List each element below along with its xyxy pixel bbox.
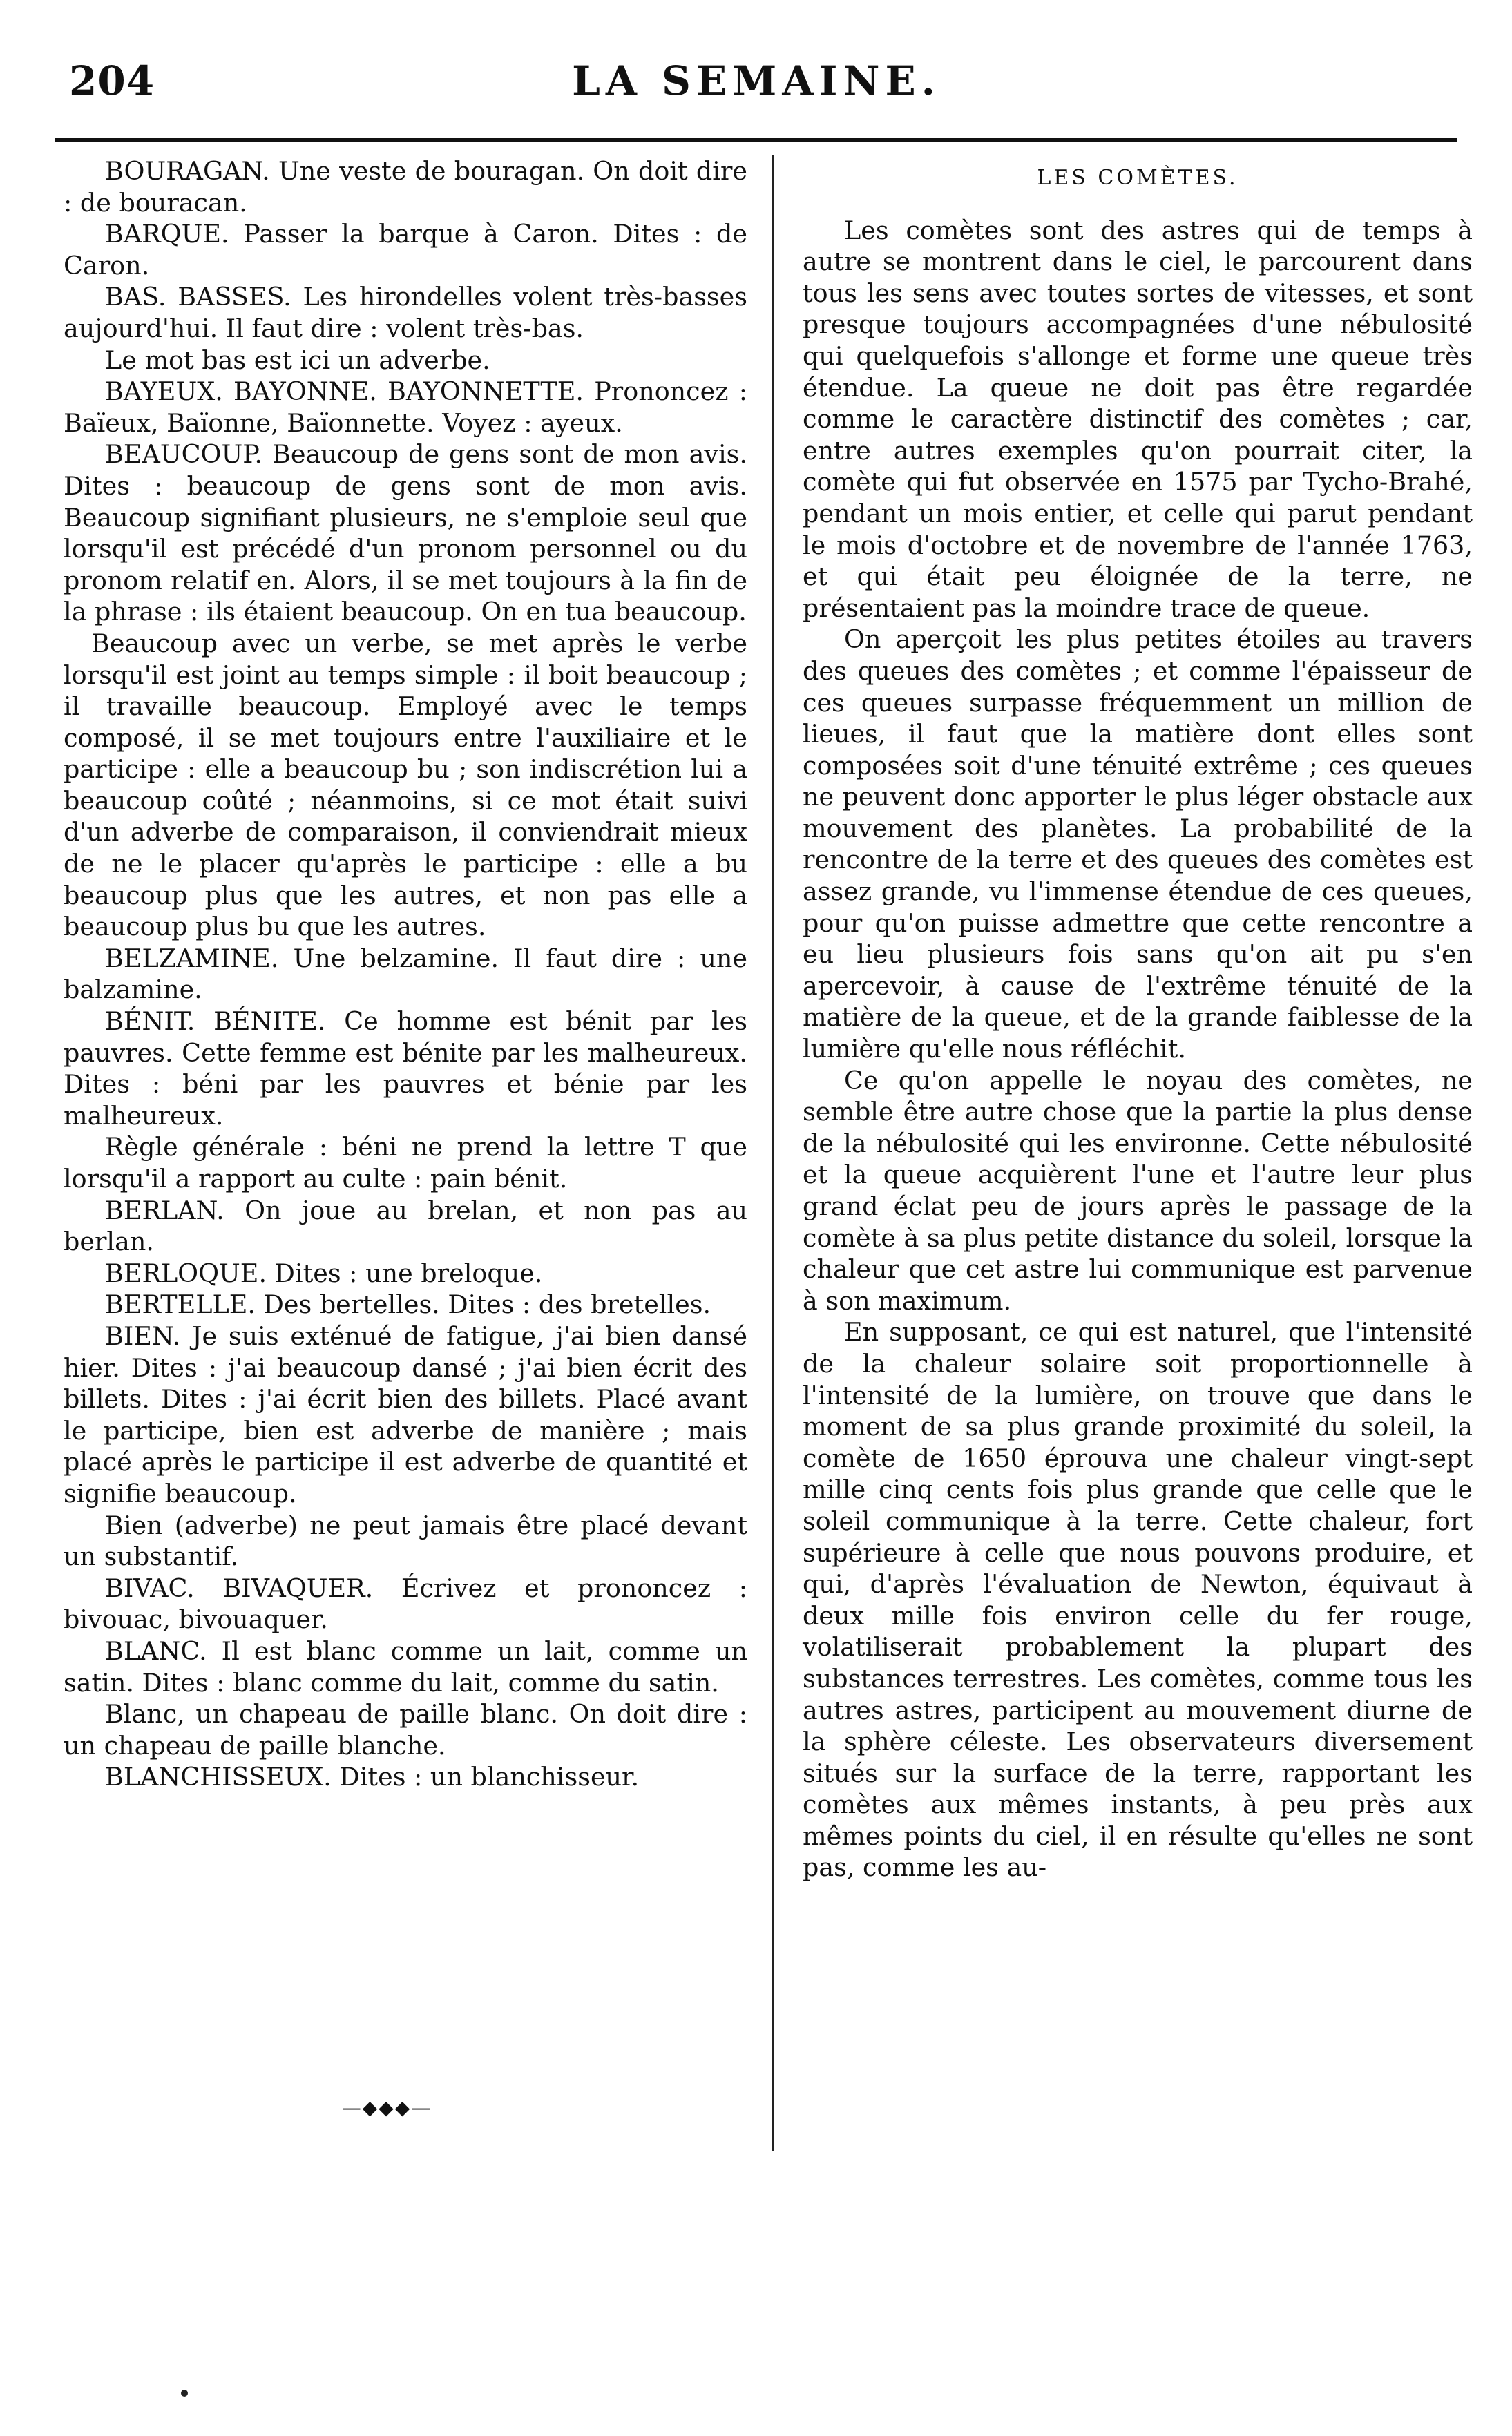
page-number: 204 [69, 57, 155, 104]
end-ornament: —◆◆◆— [341, 2096, 432, 2119]
entry-berloque: BERLOQUE. Dites : une breloque. [105, 1258, 543, 1288]
entry-berlan: BERLAN. On joue au brelan, et non pas au berlan. [64, 1195, 747, 1257]
entry-blanchisseux: BLANCHISSEUX. Dites : un blanchisseur. [105, 1762, 640, 1792]
column-divider [772, 155, 774, 2151]
article-title: LES COMÈTES. [1037, 166, 1238, 190]
entry-blanc-chapeau: Blanc, un chapeau de paille blanc. On doit dire : un chapeau de paille blanche. [64, 1699, 747, 1761]
page-header [55, 52, 1457, 121]
entry-bivac: BIVAC. BIVAQUER. Écrivez et prononcez : bivouac, bivouaquer. [64, 1573, 747, 1635]
journal-title: LA SEMAINE. [572, 57, 941, 104]
entry-bas: BAS. BASSES. Les hirondelles volent très-basses aujourd'hui. Il faut dire : volent très-bas. [64, 282, 747, 343]
right-column [803, 155, 1473, 1883]
entry-bas-note: Le mot bas est ici un adverbe. [105, 345, 490, 375]
header-rule [55, 138, 1457, 142]
article-paragraph: En supposant, ce qui est naturel, que l'intensité de la chaleur solaire soit proportionnelle à l'intensité de la lumière, on trouve que dans le moment de sa plus grande proximité du soleil, la comète de 1650 éprouva une chaleur vingt-sept mille cinq cents fois plus grande que celle que le soleil communique à la terre. Cette chaleur, fort supérieure à celle que nous pouvons produire, et qui, d'après l'évaluation de Newton, équivaut à deux mille fois environ celle du fer rouge, volatiliserait probablement la plupart des substances terrestres. Les comètes, comme tous les autres astres, participent au mouvement diurne de la sphère céleste. Les observateurs diversement situés sur la surface de la terre, rapportant les comètes aux mêmes instants, à peu près aux mêmes points du ciel, il en résulte qu'elles ne sont pas, comme les au- [803, 1317, 1473, 1883]
entry-beaucoup-verbe: Beaucoup avec un verbe, se met après le verbe lorsqu'il est joint au temps simple : il boit beaucoup ; il travaille beaucoup. Employé avec le temps composé, il se met toujours entre l'auxiliaire et le participe : elle a beaucoup bu ; son indiscrétion lui a beaucoup coûté ; néanmoins, si ce mot était suivi d'un adverbe de comparaison, il conviendrait mieux de ne le placer qu'après le participe : elle a bu beaucoup plus que les autres, et non pas elle a beaucoup plus bu que les autres. [64, 628, 747, 942]
entry-bayeux: BAYEUX. BAYONNE. BAYONNETTE. Prononcez : Baïeux, Baïonne, Baïonnette. Voyez : ayeux. [64, 376, 747, 438]
article-paragraph: On aperçoit les plus petites étoiles au travers des queues des comètes ; et comme l'épaisseur de ces queues surpasse fréquemment un million de lieues, il faut que la matière dont elles sont composées soit d'une ténuité extrême ; ces queues ne peuvent donc apporter le plus léger obstacle aux mouvement des planètes. La probabilité de la rencontre de la terre et des queues des comètes est assez grande, vu l'immense étendue de ces queues, pour qu'on puisse admettre que cette rencontre a eu lieu plusieurs fois sans qu'on ait pu s'en apercevoir, à cause de l'extrême ténuité de la matière de la queue, et de la grande faiblesse de la lumière qu'elle nous réfléchit. [803, 624, 1473, 1064]
left-column [64, 155, 747, 1793]
article-paragraph: Ce qu'on appelle le noyau des comètes, ne semble être autre chose que la partie la plus dense de la nébulosité qui les environne. Cette nébulosité et la queue acquièrent l'une et l'autre leur plus grand éclat peu de jours après le passage de la comète à sa plus petite distance du soleil, lorsque la chaleur que cet astre lui communique est parvenue à son maximum. [803, 1065, 1473, 1316]
entry-bouragan: BOURAGAN. Une veste de bouragan. On doit dire : de bouracan. [64, 156, 747, 218]
entry-beaucoup: BEAUCOUP. Beaucoup de gens sont de mon avis. Dites : beaucoup de gens sont de mon avis. Beaucoup signifiant plusieurs, ne s'emploie seul que lorsqu'il est précédé d'un pronom personnel ou du pronom relatif en. Alors, il se met toujours à la fin de la phrase : ils étaient beaucoup. On en tua beaucoup. [64, 439, 747, 627]
entry-belzamine: BELZAMINE. Une belzamine. Il faut dire : une balzamine. [64, 943, 747, 1005]
ink-dot [181, 2390, 188, 2397]
article-paragraph: Les comètes sont des astres qui de temps à autre se montrent dans le ciel, le parcourent dans tous les sens avec toutes sortes de vitesses, et sont presque toujours accompagnées d'une nébulosité qui quelquefois s'allonge et forme une queue très étendue. La queue ne doit pas être regardée comme le caractère distinctif des comètes ; car, entre autres exemples qu'on pourrait citer, la comète qui fut observée en 1575 par Tycho-Brahé, pendant un mois entier, et celle qui parut pendant le mois d'octobre et de novembre de l'année 1763, et qui était peu éloignée de la terre, ne présentaient pas la moindre trace de queue. [803, 215, 1473, 623]
entry-barque: BARQUE. Passer la barque à Caron. Dites : de Caron. [64, 219, 747, 280]
entry-regle-generale: Règle générale : béni ne prend la lettre T que lorsqu'il a rapport au culte : pain bénit. [64, 1132, 747, 1193]
entry-benit: BÉNIT. BÉNITE. Ce homme est bénit par les pauvres. Cette femme est bénite par les malheureux. Dites : béni par les pauvres et bénie par les malheureux. [64, 1006, 747, 1131]
entry-bien: BIEN. Je suis exténué de fatigue, j'ai bien dansé hier. Dites : j'ai beaucoup dansé ; j'ai bien écrit des billets. Dites : j'ai écrit bien des billets. Placé avant le participe, bien est adverbe de manière ; mais placé après le participe il est adverbe de quantité et signifie beaucoup. [64, 1321, 747, 1508]
entry-blanc: BLANC. Il est blanc comme un lait, comme un satin. Dites : blanc comme du lait, comme du satin. [64, 1636, 747, 1698]
entry-bien-adverbe: Bien (adverbe) ne peut jamais être placé devant un substantif. [64, 1510, 747, 1572]
entry-bertelle: BERTELLE. Des bertelles. Dites : des bretelles. [105, 1289, 711, 1320]
